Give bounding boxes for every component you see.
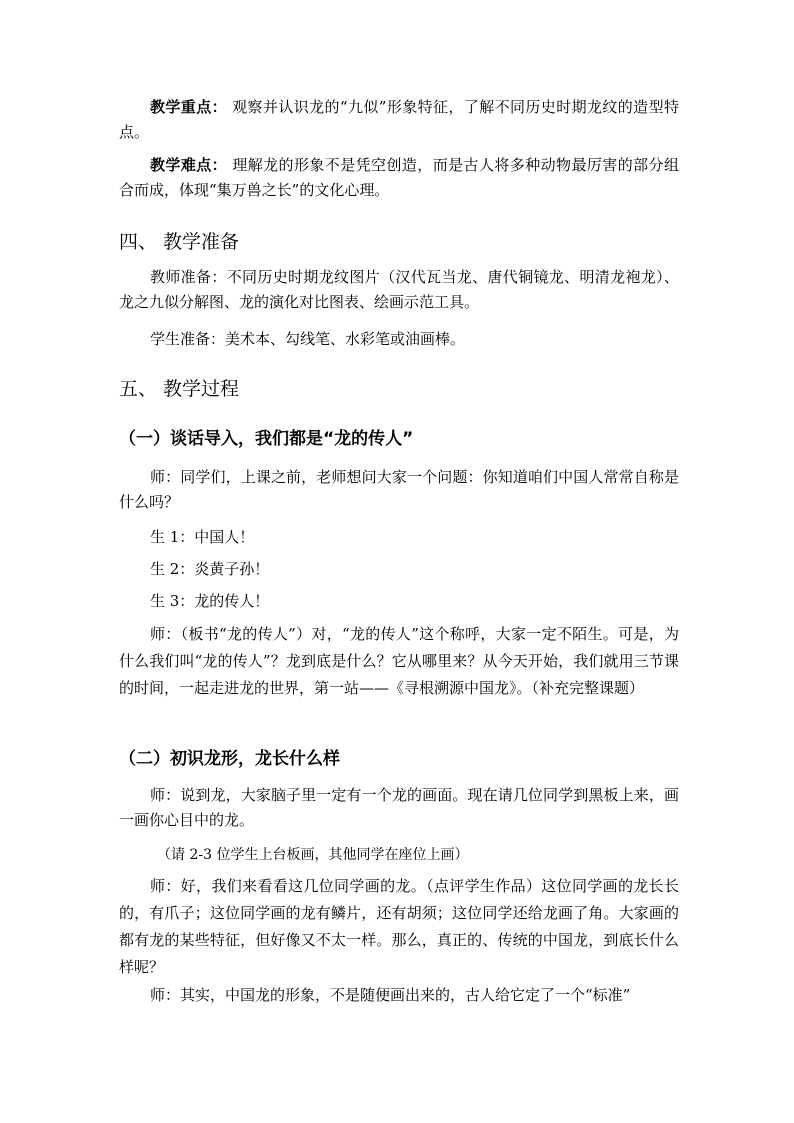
- key-points-paragraph: [119, 95, 679, 145]
- key-points-label: 教学重点：: [150, 98, 227, 116]
- dialogue-paragraph: 师：其实，中国龙的形象，不是随便画出来的，古人给它定了一个“标准”: [150, 986, 631, 1004]
- section-5-heading: 五、 教学过程: [119, 378, 240, 400]
- dialogue-paragraph: 师：（板书“龙的传人”）对，“龙的传人”这个称呼，大家一定不陌生。可是，为什么我们叫“龙的传人”？龙到底是什么？它从哪里来？从今天开始，我们就用三节课的时间，一起走进龙的世界，第一站——《寻根溯源中国龙》。（补充完整课题）: [119, 625, 679, 697]
- dialogue-paragraph: 师：说到龙，大家脑子里一定有一个龙的画面。现在请几位同学到黑板上来，画一画你心目中的龙。: [119, 786, 679, 829]
- section-4-heading: 四、 教学准备: [119, 231, 240, 253]
- difficult-points-label: 教学难点：: [150, 156, 228, 174]
- student-preparation: 学生准备：美术本、勾线笔、水彩笔或油画棒。: [150, 330, 466, 348]
- dialogue-paragraph: 师：同学们，上课之前，老师想问大家一个问题：你知道咱们中国人常常自称是什么吗？: [119, 468, 679, 511]
- dialogue-paragraph: 生 2：炎黄子孙！: [150, 560, 270, 578]
- part-1-heading: （一）谈话导入，我们都是“龙的传人”: [119, 429, 414, 449]
- teacher-preparation: 教师准备：不同历史时期龙纹图片（汉代瓦当龙、唐代铜镜龙、明清龙袍龙）、龙之九似分解图、龙的演化对比图表、绘画示范工具。: [119, 268, 679, 311]
- dialogue-paragraph: 生 1：中国人！: [150, 528, 255, 546]
- key-points-text: 观察并认识龙的“九似”形象特征，了解不同历史时期龙纹的造型特点。: [119, 98, 679, 141]
- stage-direction: （请 2-3 位学生上台板画，其他同学在座位上画）: [157, 847, 469, 863]
- difficult-points-paragraph: [119, 153, 679, 203]
- dialogue-paragraph: 生 3：龙的传人！: [150, 592, 270, 610]
- part-2-heading: （二）初识龙形，龙长什么样: [119, 749, 340, 769]
- difficult-points-text: 理解龙的形象不是凭空创造，而是古人将多种动物最厉害的部分组合而成，体现“集万兽之长”的文化心理。: [119, 156, 679, 199]
- dialogue-paragraph: 师：好，我们来看看这几位同学画的龙。（点评学生作品）这位同学画的龙长长的，有爪子；这位同学画的龙有鳞片，还有胡须；这位同学还给龙画了角。大家画的都有龙的某些特征，但好像又不太一样。那么，真正的、传统的中国龙，到底长什么样呢？: [119, 877, 679, 976]
